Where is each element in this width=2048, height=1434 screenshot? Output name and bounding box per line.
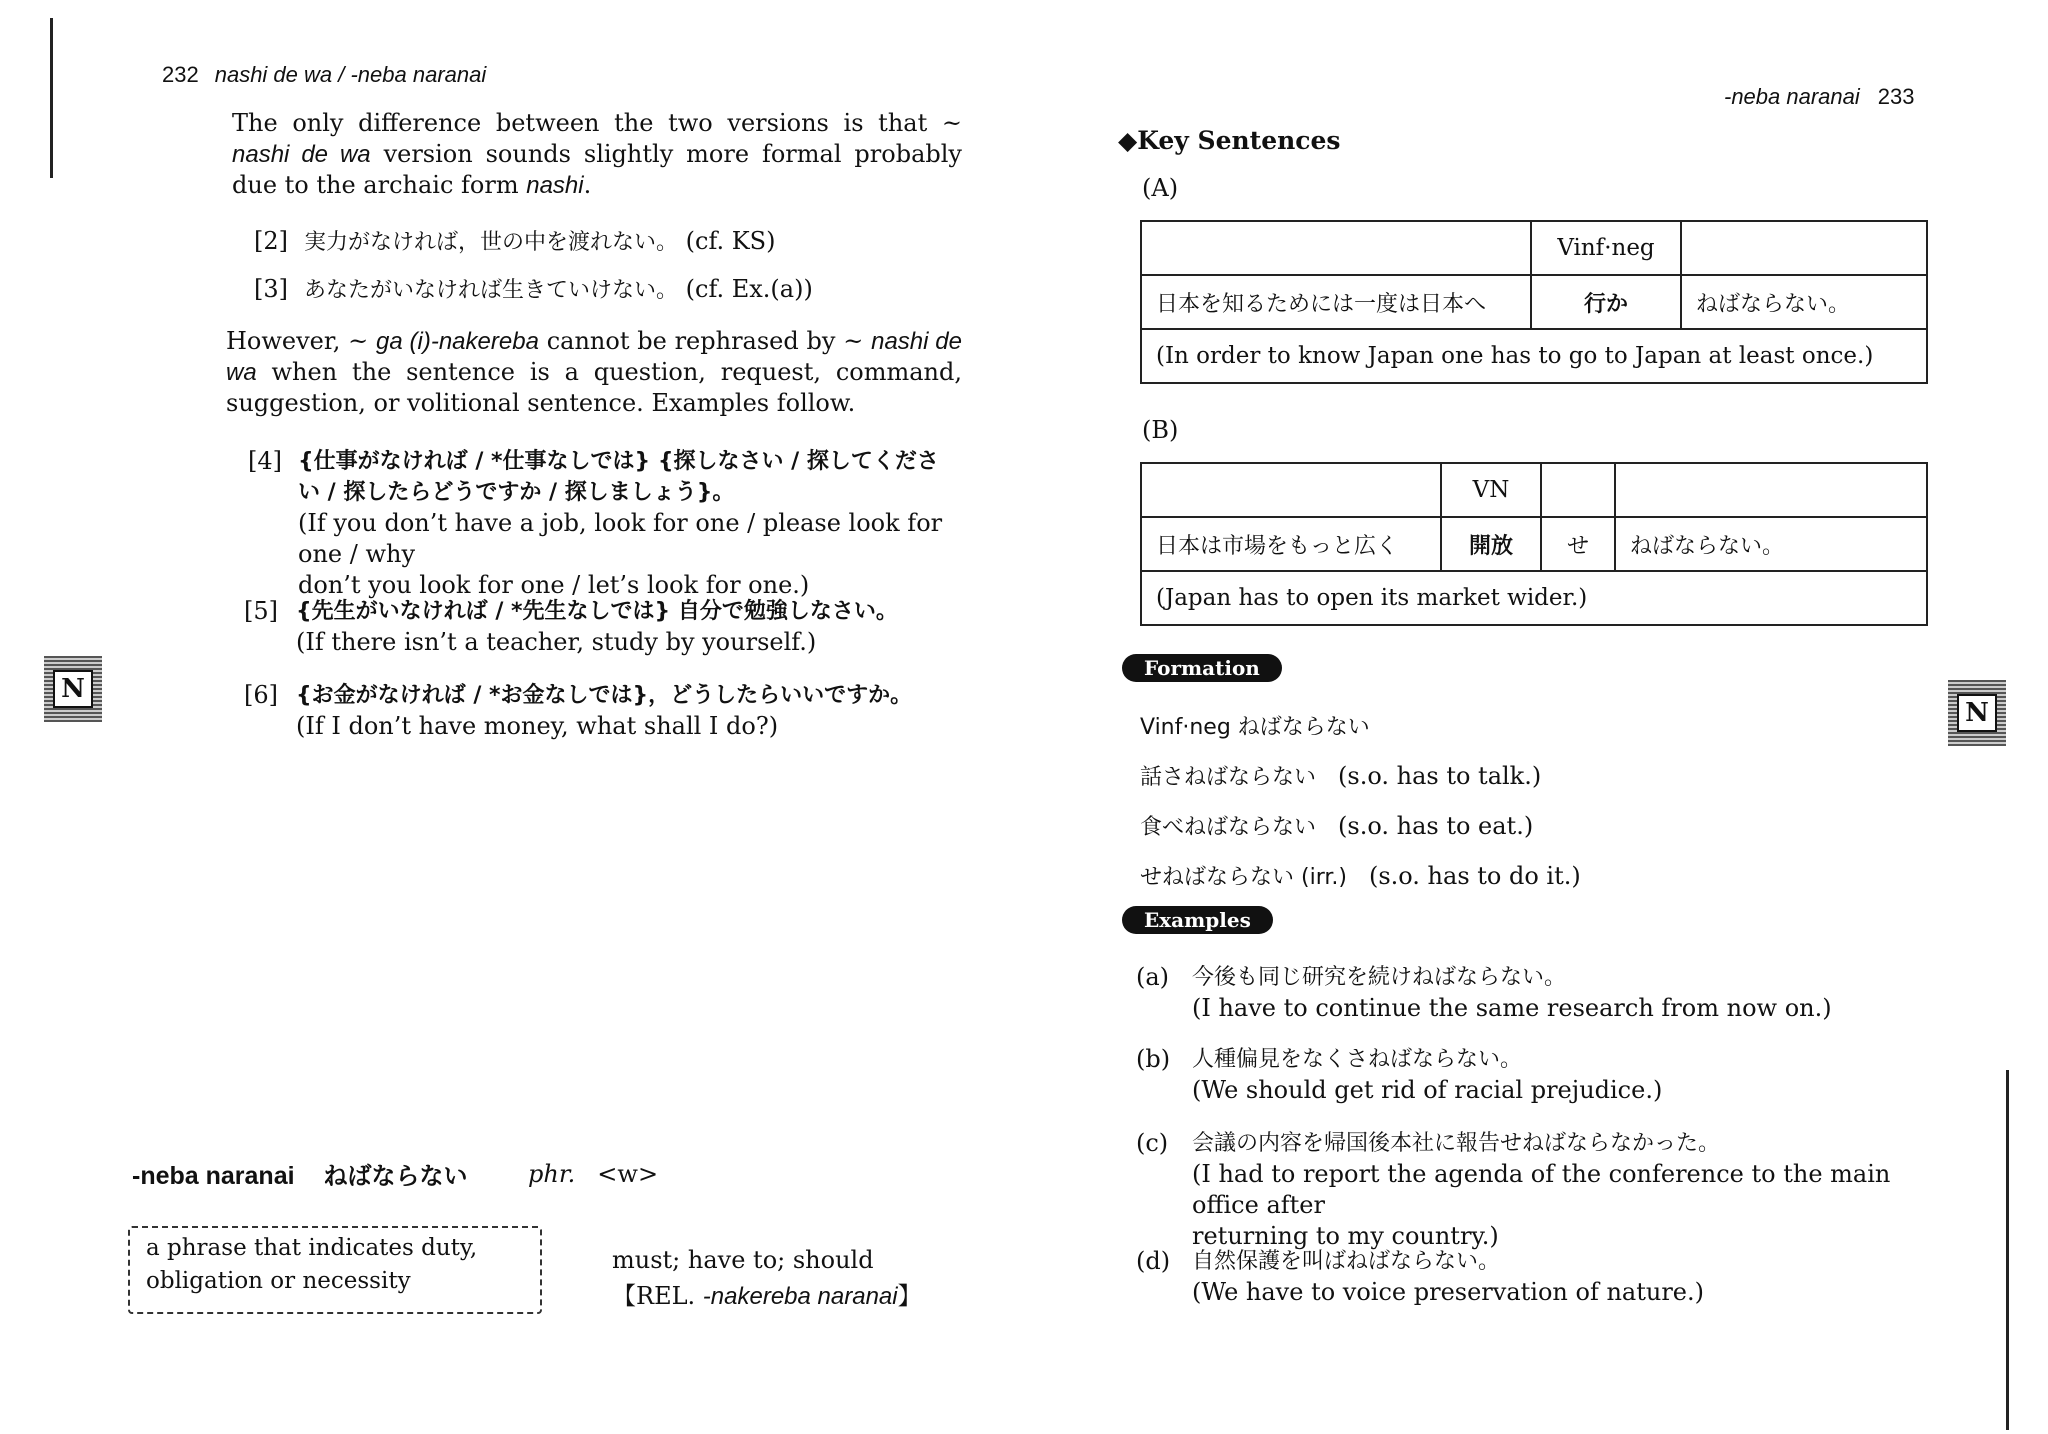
example-5: [5] {先生がいなければ / *先生なしでは} 自分で勉強しなさい。 (If there isn’t a teacher, study by yourself.) [244, 597, 898, 656]
running-title: -neba naranai [1724, 84, 1860, 109]
thumb-index-tab [44, 656, 102, 722]
example-a: (a) 今後も同じ研究を続けねばならない。 (I have to continue the same research from now on.) [1136, 963, 1832, 1022]
entry-heading: -neba naranai ねばならない [132, 1162, 468, 1190]
table-b-label: (B) [1142, 416, 1179, 444]
key-sentence-table-b: VN 日本は市場をもっと広く 開放 せ ねばならない。 (Japan has to open its market wider.) [1140, 462, 1928, 626]
formation-line: せねばならない (irr.) (s.o. has to do it.) [1140, 862, 1581, 890]
thumb-index-tab [1948, 680, 2006, 746]
example-3: [3] あなたがいなければ生きていけない。 (cf. Ex.(a)) [254, 275, 813, 303]
page-number: 232 [162, 62, 199, 87]
key-sentences-heading: ◆Key Sentences [1118, 126, 1341, 155]
page-number: 233 [1877, 84, 1915, 109]
example-6: [6] {お金がなければ / *お金なしでは}，どうしたらいいですか。 (If I don’t have money, what shall I do?) [244, 681, 913, 740]
scan-edge-mark [50, 18, 53, 178]
example-2: [2] 実力がなければ，世の中を渡れない。 (cf. KS) [254, 227, 776, 255]
thumb-index-letter: N [53, 670, 93, 708]
running-title: nashi de wa / -neba naranai [214, 62, 487, 87]
right-page-header [1724, 84, 1915, 110]
intro-paragraph: The only difference between the two versions is that ~ nashi de wa version sounds slightly more formal probably due to the archaic form nashi. [232, 109, 962, 199]
scan-edge-mark [2006, 1070, 2009, 1430]
example-4: [4] {仕事がなければ / *仕事なしでは} {探しなさい / 探してくださ い / 探したらどうですか / 探しましょう}。 (If you don’t have a job, look for one / please look for one / why don’t you look for one / let’s look for one.) [248, 447, 943, 599]
formation-label: Formation [1122, 654, 1282, 682]
examples-label: Examples [1122, 906, 1273, 934]
example-d: (d) 自然保護を叫ばねばならない。 (We have to voice preservation of nature.) [1136, 1247, 1704, 1306]
entry-part-of-speech: phr. <w> [528, 1160, 659, 1188]
entry-english: must; have to; should [612, 1246, 874, 1274]
definition-box: a phrase that indicates duty, obligation or necessity [128, 1226, 542, 1314]
thumb-index-letter: N [1957, 694, 1997, 732]
formation-line: 話さねばならない (s.o. has to talk.) [1140, 762, 1542, 790]
formation-line: 食べねばならない (s.o. has to eat.) [1140, 812, 1534, 840]
example-b: (b) 人種偏見をなくさねばならない。 (We should get rid of racial prejudice.) [1136, 1045, 1663, 1104]
related-entry: 【REL. -nakereba naranai】 [612, 1282, 922, 1310]
example-c: (c) 会議の内容を帰国後本社に報告せねばならなかった。 (I had to report the agenda of the conference to the main office after returning to my country.) [1136, 1129, 1891, 1250]
table-a-label: (A) [1142, 174, 1179, 202]
right-page [1024, 0, 2048, 1434]
key-sentence-table-a: Vinf·neg 日本を知るためには一度は日本へ 行か ねばならない。 (In order to know Japan one has to go to Japan at least once.) [1140, 220, 1928, 384]
formation-line: Vinf·neg ねばならない [1140, 715, 1370, 740]
however-paragraph: However, ~ ga (i)-nakereba cannot be rephrased by ~ nashi de wa when the sentence is a question, request, command, suggestion, or volitional sentence. Examples follow. [226, 327, 962, 417]
left-page-header [162, 62, 486, 88]
